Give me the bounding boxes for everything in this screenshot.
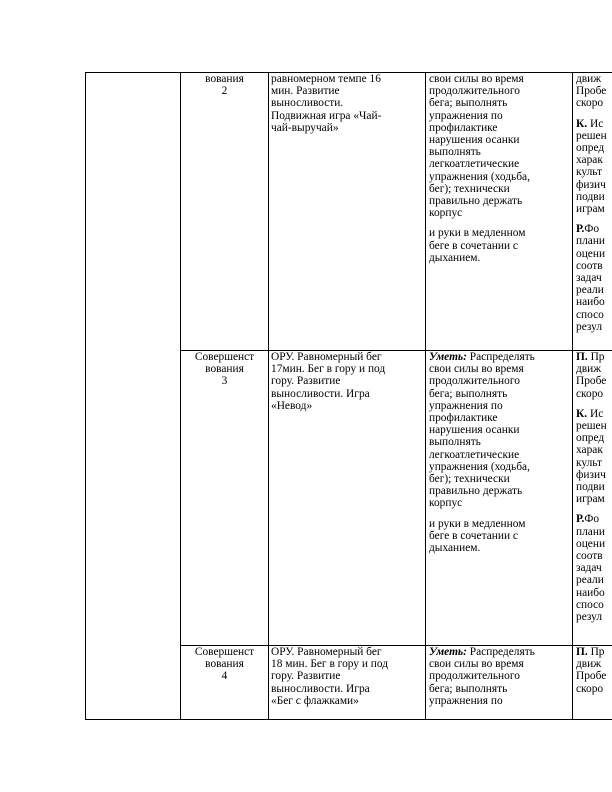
- text-line: скоро: [576, 97, 604, 110]
- text-line: резул: [576, 320, 603, 333]
- text-line: упражнения (ходьба,: [429, 460, 530, 473]
- text-line: упражнения по: [429, 109, 503, 122]
- text-line: правильно держать: [429, 485, 523, 498]
- text-fragment: Фо: [584, 223, 600, 236]
- text-line: опред: [576, 432, 605, 445]
- uud-label: Р.: [576, 223, 585, 236]
- uud-label: П.: [576, 351, 588, 363]
- text-line: свои силы во время: [429, 363, 524, 376]
- text-line: упражнения (ходьба,: [429, 170, 530, 183]
- skills-cell: [429, 351, 570, 562]
- text-line: Совершенст: [194, 646, 255, 658]
- text-line: плани: [576, 235, 606, 248]
- text-line: равномерном темпе 16: [271, 73, 381, 85]
- text-line: соотв: [576, 259, 603, 272]
- text-line: скоро: [576, 682, 604, 695]
- text-line: играм: [576, 203, 605, 216]
- uud-label: Р.: [576, 513, 585, 526]
- text-line: культ: [576, 456, 602, 469]
- uud-communicative: [576, 118, 612, 216]
- text-line: чай-выручай»: [271, 121, 339, 134]
- stage-cell: [182, 351, 267, 388]
- text-line: харак: [576, 444, 603, 457]
- content-cell: [271, 646, 423, 719]
- text-line: реали: [576, 284, 604, 297]
- text-line: свои силы во время: [429, 73, 524, 85]
- text-line: спосо: [576, 598, 604, 611]
- text-line: Пробе: [576, 375, 607, 388]
- text-line: играм: [576, 493, 605, 506]
- text-line: легкоатлетические: [429, 448, 520, 461]
- text-line: культ: [576, 166, 602, 179]
- text-line: 4: [221, 670, 228, 683]
- uud-cell: [576, 351, 612, 631]
- text-fragment: Ис: [589, 407, 604, 420]
- skills-cell: [429, 646, 570, 719]
- column-divider-2: [268, 72, 269, 720]
- text-line: вования: [205, 658, 244, 671]
- text-line: Пробе: [576, 85, 607, 98]
- text-line: легкоатлетические: [429, 158, 520, 171]
- text-line: харак: [576, 154, 603, 167]
- text-line: решен: [576, 420, 607, 433]
- text-line: выносливости. Игра: [271, 682, 370, 695]
- content-cell: [271, 351, 423, 412]
- text-line: правильно держать: [429, 195, 523, 208]
- text-line: нарушения осанки: [429, 424, 520, 437]
- text-line: движ: [576, 658, 602, 671]
- text-line: дыханием.: [429, 251, 481, 264]
- text-line: профилактике: [429, 412, 498, 425]
- text-line: физич: [576, 178, 606, 191]
- text-line: гору. Развитие: [271, 670, 341, 683]
- text-line: свои силы во время: [429, 658, 524, 671]
- text-line: реали: [576, 574, 604, 587]
- skills-paragraph: [429, 73, 570, 219]
- text-line: бега; выполнять: [429, 97, 508, 110]
- stage-cell: [182, 646, 267, 683]
- uud-label: К.: [576, 407, 588, 420]
- text-line: 18 мин. Бег в гору и под: [271, 658, 389, 671]
- text-line: профилактике: [429, 121, 498, 134]
- text-line: продолжительного: [429, 670, 520, 683]
- text-line: продолжительного: [429, 375, 520, 388]
- column-divider-1: [180, 72, 181, 720]
- uud-label: П.: [576, 646, 588, 658]
- text-line: выносливости. Игра: [271, 387, 370, 400]
- text-line: дыханием.: [429, 542, 481, 555]
- skills-paragraph: [429, 518, 570, 555]
- text-line: движ: [576, 73, 602, 85]
- text-line: вования: [205, 73, 244, 85]
- text-line: выполнять: [429, 436, 481, 449]
- uud-cell: [576, 646, 612, 719]
- skills-paragraph: [429, 351, 570, 510]
- text-line: выполнять: [429, 146, 481, 159]
- text-line: корпус: [429, 497, 463, 510]
- text-line: нарушения осанки: [429, 134, 520, 147]
- text-line: «Невод»: [271, 399, 313, 412]
- skills-paragraph: [429, 227, 570, 264]
- text-line: ОРУ. Равномерный бег: [271, 646, 382, 658]
- text-line: наибо: [576, 586, 605, 599]
- uud-label: К.: [576, 117, 588, 130]
- uud-cognitive: [576, 351, 612, 400]
- text-line: резул: [576, 611, 603, 624]
- text-line: соотв: [576, 550, 603, 563]
- table-border-bottom: [85, 719, 612, 720]
- text-line: 3: [221, 375, 228, 388]
- column-divider-3: [425, 72, 426, 720]
- text-line: корпус: [429, 207, 463, 220]
- text-fragment: Фо: [584, 513, 600, 526]
- text-line: оцени: [576, 247, 606, 260]
- uud-regulatory: [576, 223, 612, 333]
- text-line: плани: [576, 525, 606, 538]
- text-fragment: Пр: [590, 351, 605, 363]
- text-line: наибо: [576, 296, 605, 309]
- content-cell: [271, 73, 423, 134]
- table-border-left: [85, 72, 86, 720]
- text-line: решен: [576, 129, 607, 142]
- text-line: Пробе: [576, 670, 607, 683]
- text-line: гору. Развитие: [271, 375, 341, 388]
- text-line: и руки в медленном: [429, 227, 526, 240]
- text-line: мин. Развитие: [271, 85, 340, 98]
- text-line: спосо: [576, 308, 604, 321]
- text-line: 17мин. Бег в гору и под: [271, 363, 386, 376]
- text-line: задач: [576, 272, 602, 285]
- text-line: выносливости.: [271, 97, 344, 110]
- text-line: оцени: [576, 537, 606, 550]
- text-line: бег); технически: [429, 473, 510, 486]
- uud-cognitive: [576, 73, 612, 110]
- text-line: вования: [205, 363, 244, 376]
- skills-label: Уметь:: [429, 646, 467, 658]
- text-fragment: Распределять: [466, 351, 535, 363]
- text-line: движ: [576, 363, 602, 376]
- text-line: ОРУ. Равномерный бег: [271, 351, 382, 363]
- text-line: упражнения по: [429, 399, 503, 412]
- text-line: Подвижная игра «Чай-: [271, 109, 382, 122]
- skills-cell: [429, 73, 570, 272]
- text-line: продолжительного: [429, 85, 520, 98]
- uud-regulatory: [576, 513, 612, 623]
- text-line: подви: [576, 190, 605, 203]
- text-line: 2: [221, 85, 228, 98]
- uud-cell: [576, 73, 612, 341]
- stage-cell: [182, 73, 267, 97]
- text-line: упражнения по: [429, 694, 503, 707]
- text-line: бега; выполнять: [429, 682, 508, 695]
- text-line: физич: [576, 468, 606, 481]
- text-line: бег); технически: [429, 182, 510, 195]
- text-fragment: Распределять: [466, 646, 535, 658]
- text-fragment: Ис: [589, 117, 604, 130]
- text-fragment: Пр: [590, 646, 605, 658]
- text-line: беге в сочетании с: [429, 529, 518, 542]
- column-divider-4: [572, 72, 573, 720]
- text-line: опред: [576, 142, 605, 155]
- text-line: бега; выполнять: [429, 387, 508, 400]
- text-line: скоро: [576, 387, 604, 400]
- text-line: подви: [576, 481, 605, 494]
- uud-communicative: [576, 408, 612, 506]
- skills-label: Уметь:: [429, 351, 467, 363]
- text-line: «Бег с флажками»: [271, 694, 359, 707]
- text-line: задач: [576, 562, 602, 575]
- text-line: Совершенст: [194, 351, 255, 363]
- text-line: беге в сочетании с: [429, 239, 518, 252]
- text-line: и руки в медленном: [429, 517, 526, 530]
